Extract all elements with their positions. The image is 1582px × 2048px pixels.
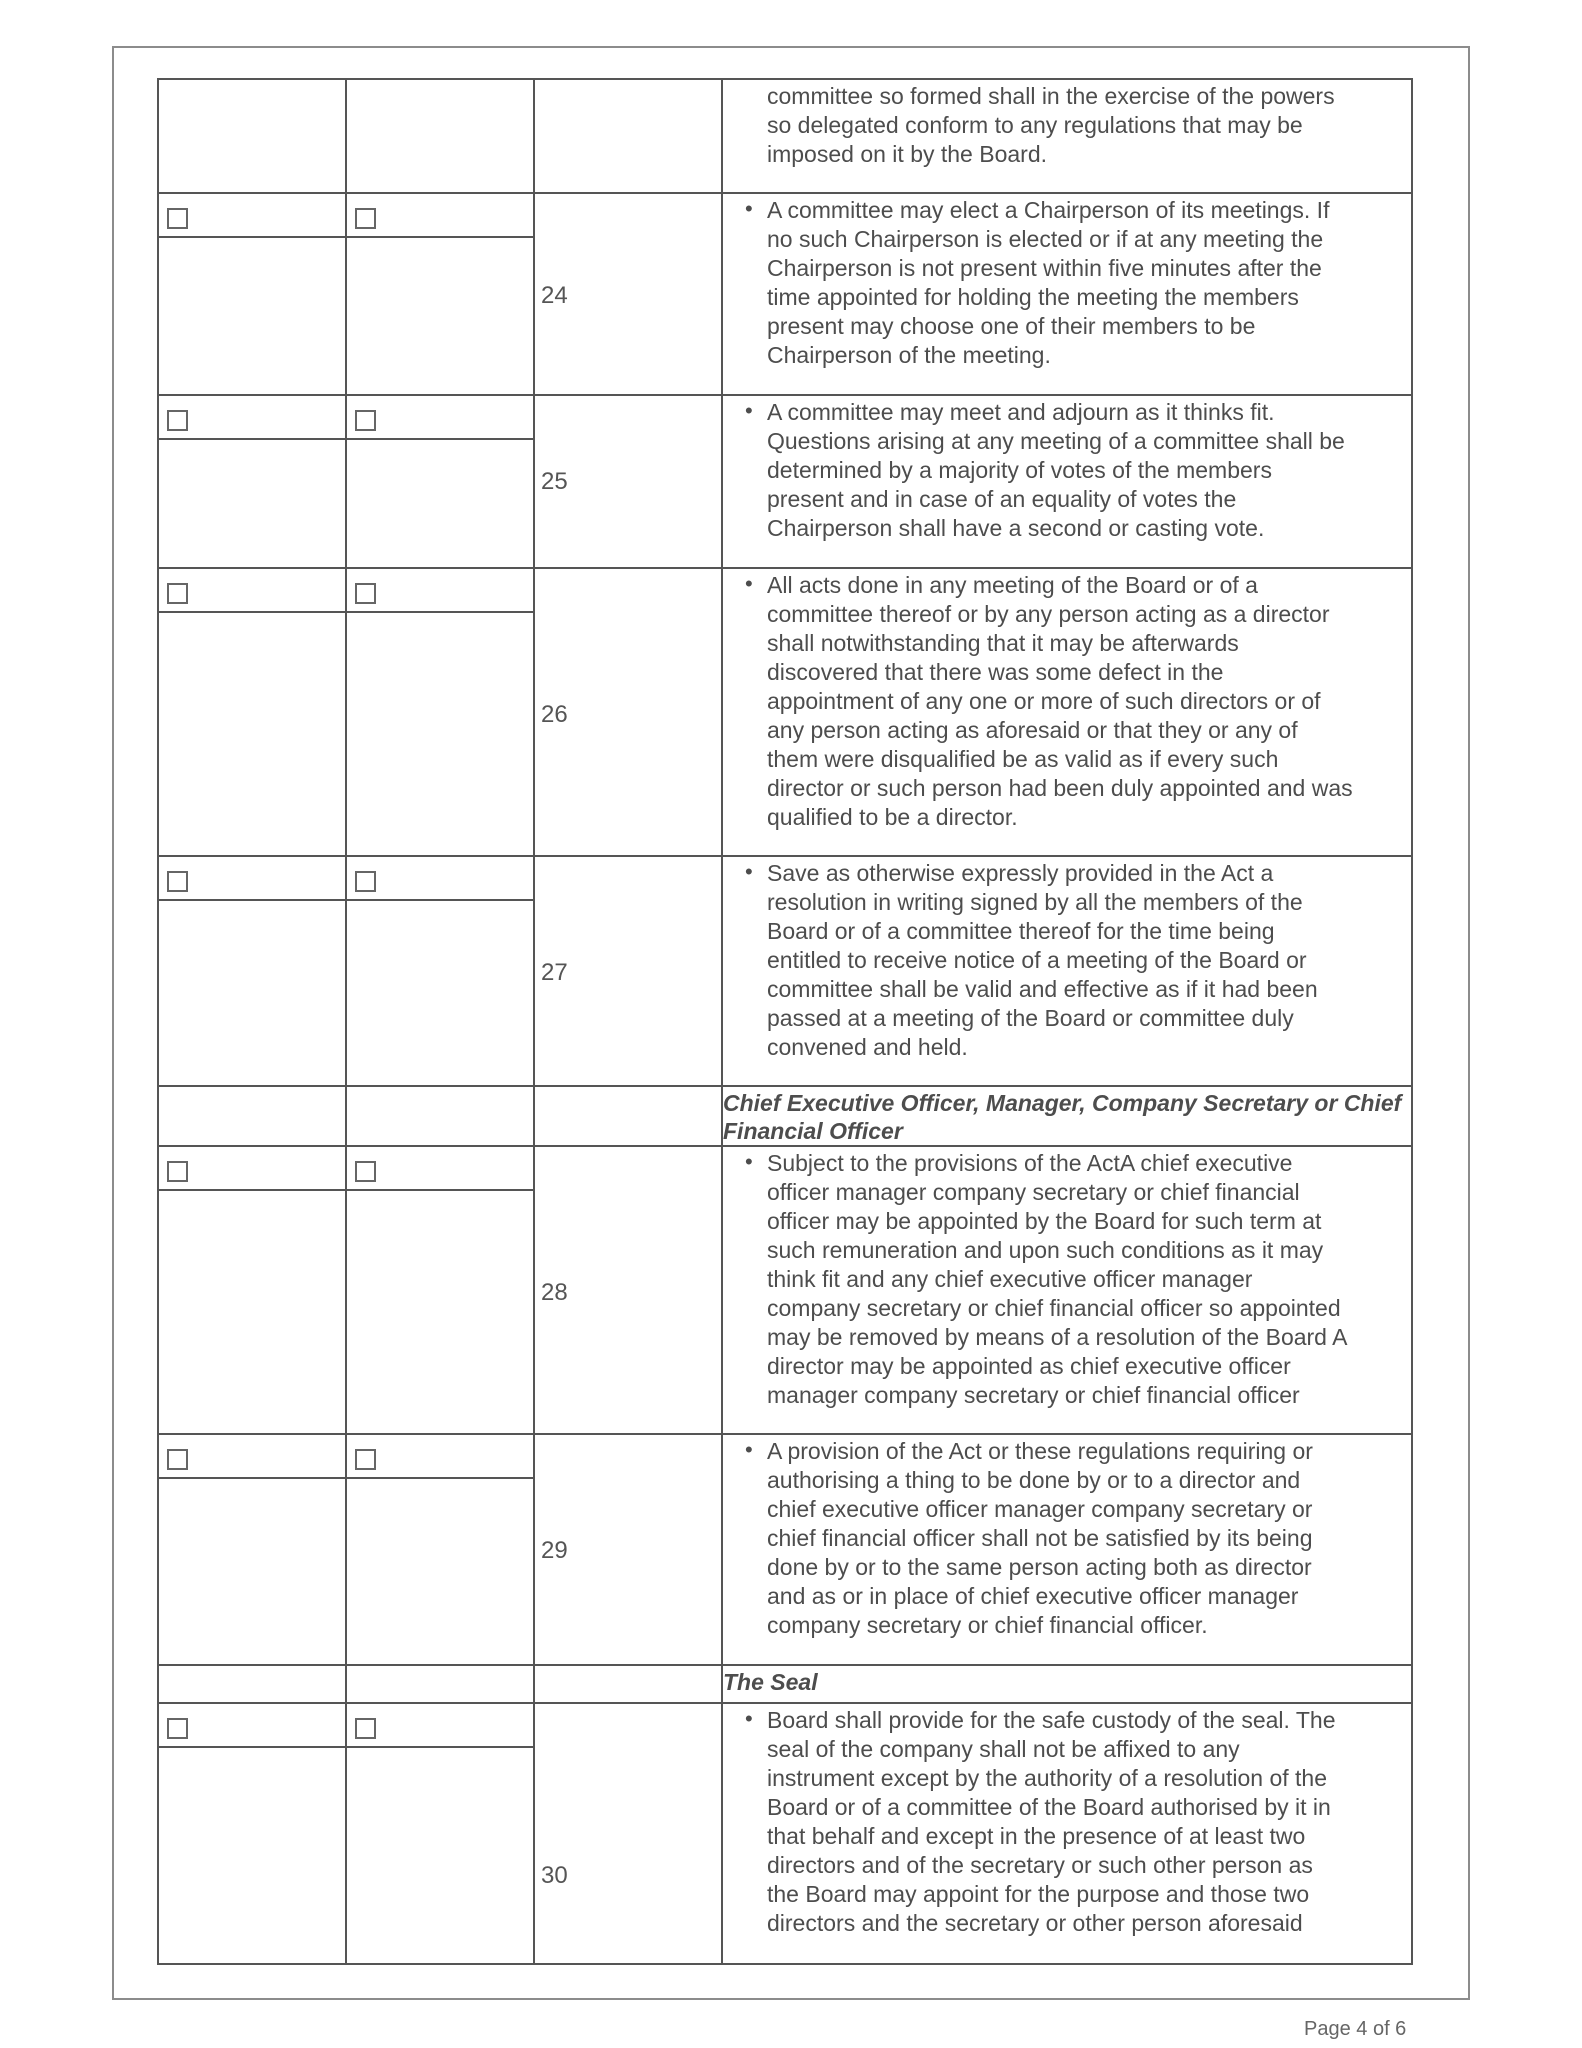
checkbox[interactable] (167, 410, 188, 431)
check-column-2-cell (345, 857, 535, 1087)
checkbox-subcell (159, 1147, 345, 1191)
check-column-2-cell (345, 78, 535, 194)
check-column-2-cell (345, 1147, 535, 1435)
number-column-cell (533, 194, 723, 396)
text-column-cell (721, 396, 1413, 569)
regulation-text: A committee may elect a Chairperson of its meetings. If no such Chairperson is elected or if at any meeting the Chairperson is not present within five minutes after the time appointed for holding the meeting the members present may choose one of their members to be Chairperson of the meeting. (767, 197, 1330, 368)
check-column-1-cell (157, 194, 347, 396)
bullet-icon: • (745, 1437, 753, 1462)
checkbox-subcell (347, 857, 533, 901)
check-column-2-cell (345, 1704, 535, 1965)
text-column-cell (721, 857, 1413, 1087)
checkbox[interactable] (355, 410, 376, 431)
table-row (157, 194, 1414, 396)
regulation-number: 29 (541, 1537, 568, 1564)
bullet-icon: • (745, 196, 753, 221)
text-column-cell (721, 78, 1413, 194)
checkbox[interactable] (355, 1161, 376, 1182)
table-row (157, 857, 1414, 1087)
text-column-cell (721, 194, 1413, 396)
checkbox-subcell (347, 1704, 533, 1748)
section-heading-row (157, 1666, 1414, 1704)
check-column-2-cell (345, 1435, 535, 1666)
table-row (157, 396, 1414, 569)
checkbox[interactable] (355, 208, 376, 229)
table-row (157, 1147, 1414, 1435)
section-heading: The Seal (723, 1669, 818, 1695)
text-column-cell (721, 1147, 1413, 1435)
check-column-2-cell (345, 1666, 535, 1704)
check-column-1-cell (157, 569, 347, 857)
checkbox[interactable] (167, 1449, 188, 1470)
regulation-number: 27 (541, 959, 568, 986)
text-column-cell (721, 1666, 1413, 1704)
number-column-cell (533, 1435, 723, 1666)
regulation-number: 28 (541, 1279, 568, 1306)
regulation-text: Subject to the provisions of the ActA chief executive officer manager company secretary or chief financial officer may be appointed by the Board for such term at such remuneration and upon such conditions as it may think fit and any chief executive officer manager company secretary or chief financial officer so appointed may be removed by means of a resolution of the Board A director may be appointed as chief executive officer manager company secretary or chief financial officer (767, 1150, 1348, 1408)
text-column-cell (721, 1435, 1413, 1666)
checkbox[interactable] (355, 871, 376, 892)
bullet-icon: • (745, 1149, 753, 1174)
checkbox[interactable] (167, 1161, 188, 1182)
checkbox-subcell (347, 396, 533, 440)
bullet-icon: • (745, 1706, 753, 1731)
checkbox-subcell (347, 569, 533, 613)
number-column-cell (533, 1666, 723, 1704)
check-column-1-cell (157, 1435, 347, 1666)
check-column-2-cell (345, 1087, 535, 1147)
checkbox[interactable] (355, 583, 376, 604)
number-column-cell (533, 857, 723, 1087)
regulation-text: committee so formed shall in the exercise of the powers so delegated conform to any regulations that may be imposed on it by the Board. (767, 83, 1335, 167)
bullet-icon: • (745, 398, 753, 423)
checkbox-subcell (159, 1435, 345, 1479)
number-column-cell (533, 1147, 723, 1435)
regulations-table (157, 78, 1414, 1965)
regulation-text: All acts done in any meeting of the Board or of a committee thereof or by any person acting as a director shall notwithstanding that it may be afterwards discovered that there was some defect in the appointment of any one or more of such directors or of any person acting as aforesaid or that they or any of them were disqualified be as valid as if every such director or such person had been duly appointed and was qualified to be a director. (767, 572, 1353, 830)
checkbox-subcell (159, 194, 345, 238)
text-column-cell (721, 1704, 1413, 1965)
check-column-1-cell (157, 396, 347, 569)
checkbox-subcell (159, 1704, 345, 1748)
checkbox-subcell (347, 1435, 533, 1479)
checkbox[interactable] (167, 871, 188, 892)
check-column-2-cell (345, 569, 535, 857)
bullet-icon: • (745, 859, 753, 884)
checkbox-subcell (159, 569, 345, 613)
regulation-text: Board shall provide for the safe custody of the seal. The seal of the company shall not be affixed to any instrument except by the authority of a resolution of the Board or of a committee of the Board authorised by it in that behalf and except in the presence of at least two directors and of the secretary or such other person as the Board may appoint for the purpose and those two directors and the secretary or other person aforesaid (767, 1707, 1336, 1936)
number-column-cell (533, 569, 723, 857)
checkbox[interactable] (167, 208, 188, 229)
table-row (157, 78, 1414, 194)
table-row (157, 1435, 1414, 1666)
number-column-cell (533, 396, 723, 569)
check-column-2-cell (345, 194, 535, 396)
checkbox-subcell (347, 1147, 533, 1191)
checkbox[interactable] (355, 1718, 376, 1739)
checkbox-subcell (159, 857, 345, 901)
check-column-1-cell (157, 1704, 347, 1965)
checkbox[interactable] (355, 1449, 376, 1470)
checkbox[interactable] (167, 583, 188, 604)
text-column-cell (721, 1087, 1413, 1147)
bullet-icon: • (745, 571, 753, 596)
checkbox-subcell (347, 194, 533, 238)
regulation-text: A committee may meet and adjourn as it thinks fit. Questions arising at any meeting of a committee shall be determined by a majority of votes of the members present and in case of an equality of votes the Chairperson shall have a second or casting vote. (767, 399, 1345, 541)
regulation-text: A provision of the Act or these regulations requiring or authorising a thing to be done by or to a director and chief executive officer manager company secretary or chief financial officer shall not be satisfied by its being done by or to the same person acting both as director and as or in place of chief executive officer manager company secretary or chief financial officer. (767, 1438, 1313, 1638)
regulation-number: 30 (541, 1862, 568, 1889)
number-column-cell (533, 1087, 723, 1147)
text-column-cell (721, 569, 1413, 857)
check-column-1-cell (157, 78, 347, 194)
section-heading: Chief Executive Officer, Manager, Company Secretary or Chief Financial Officer (723, 1090, 1402, 1144)
check-column-1-cell (157, 857, 347, 1087)
check-column-1-cell (157, 1666, 347, 1704)
number-column-cell (533, 78, 723, 194)
page-number: Page 4 of 6 (1304, 2018, 1407, 2040)
regulation-number: 25 (541, 468, 568, 495)
number-column-cell (533, 1704, 723, 1965)
checkbox-subcell (159, 396, 345, 440)
regulation-number: 24 (541, 282, 568, 309)
check-column-1-cell (157, 1147, 347, 1435)
check-column-2-cell (345, 396, 535, 569)
check-column-1-cell (157, 1087, 347, 1147)
section-heading-row (157, 1087, 1414, 1147)
table-row (157, 569, 1414, 857)
table-row (157, 1704, 1414, 1965)
regulation-text: Save as otherwise expressly provided in the Act a resolution in writing signed by all the members of the Board or of a committee thereof for the time being entitled to receive notice of a meeting of the Board or committee shall be valid and effective as if it had been passed at a meeting of the Board or committee duly convened and held. (767, 860, 1318, 1060)
checkbox[interactable] (167, 1718, 188, 1739)
regulation-number: 26 (541, 701, 568, 728)
